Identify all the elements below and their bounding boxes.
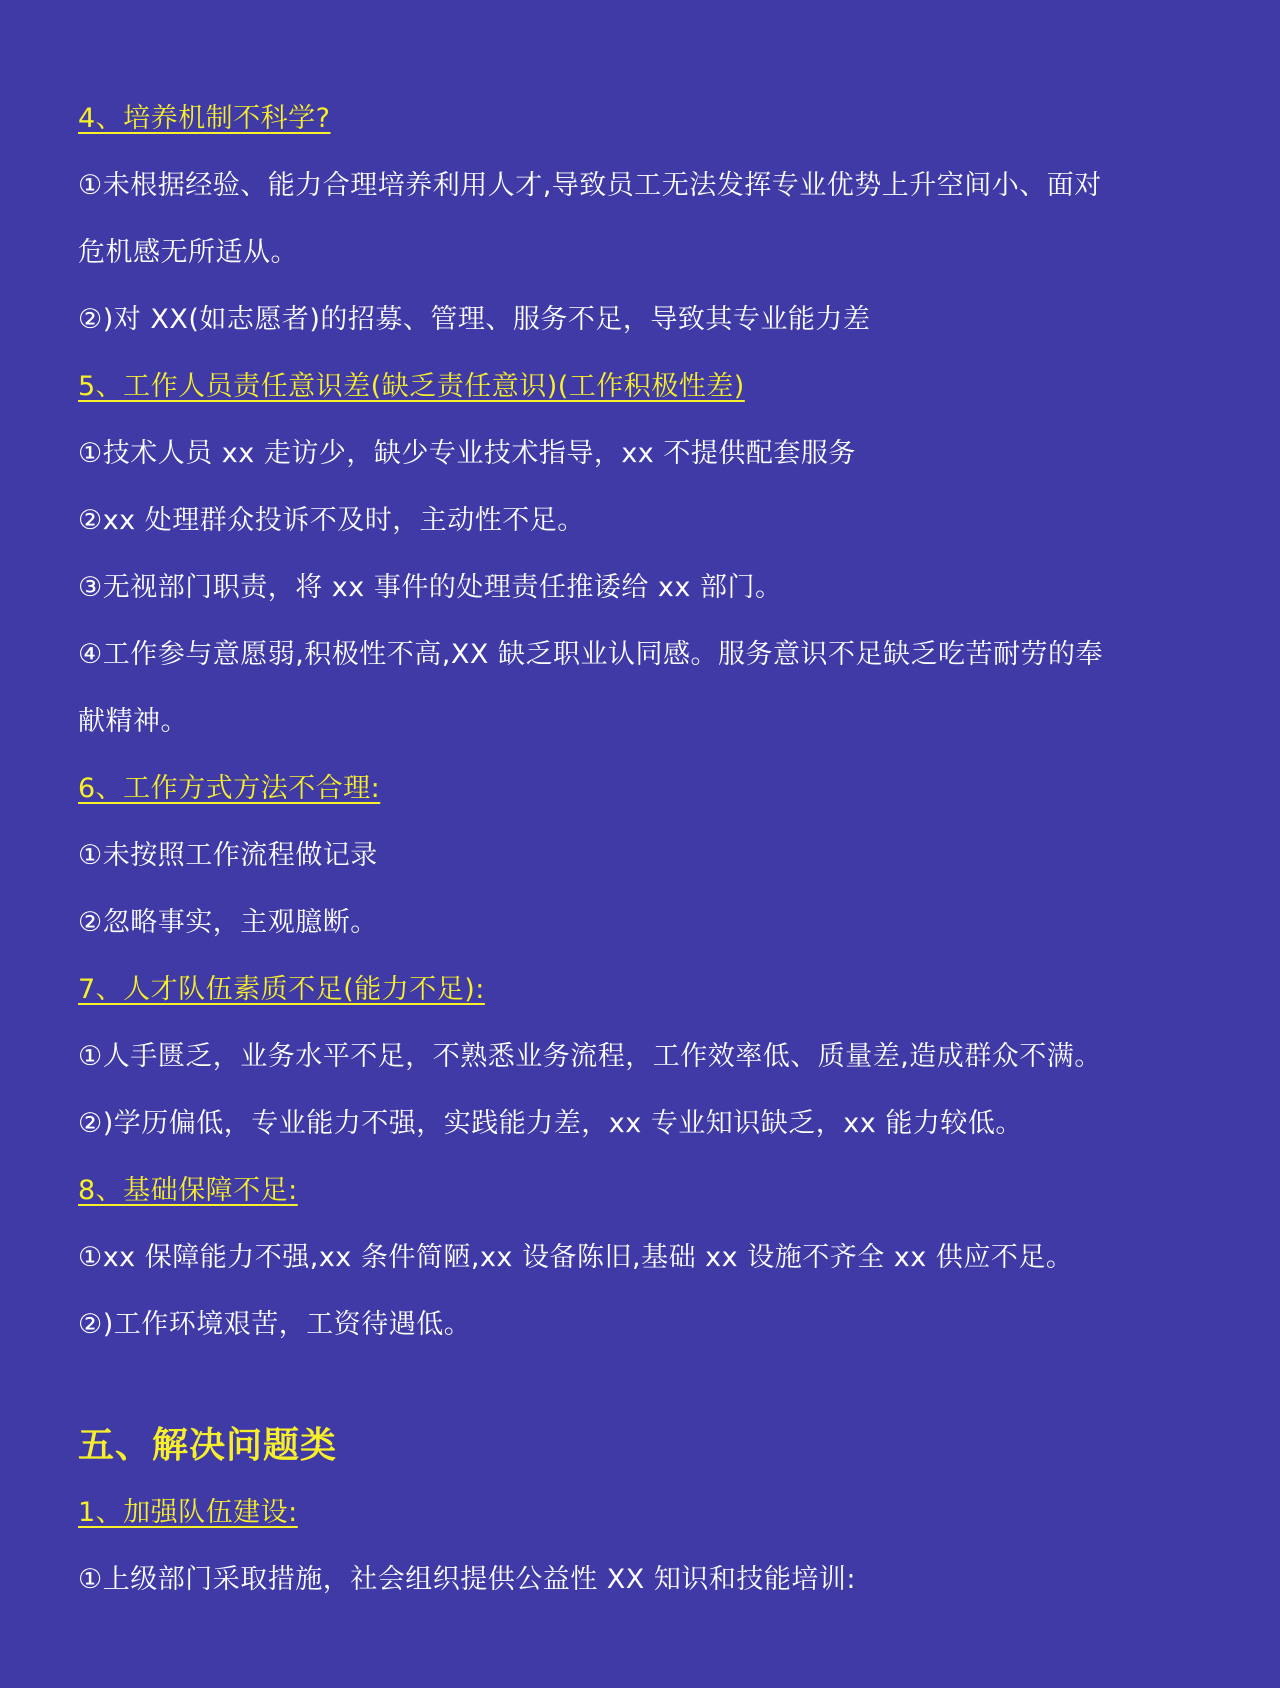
paragraph-line: ②)对 XX(如志愿者)的招募、管理、服务不足，导致其专业能力差: [78, 304, 871, 335]
paragraph-line: ②忽略事实，主观臆断。: [78, 907, 378, 938]
paragraph-line: ④工作参与意愿弱,积极性不高,XX 缺乏职业认同感。服务意识不足缺乏吃苦耐劳的奉: [78, 639, 1103, 670]
heading-team-building: 1、加强队伍建设:: [78, 1497, 298, 1528]
heading-responsibility: 5、工作人员责任意识差(缺乏责任意识)(工作积极性差): [78, 371, 745, 402]
paragraph-line: ②xx 处理群众投诉不及时，主动性不足。: [78, 505, 585, 536]
paragraph-line: ①未根据经验、能力合理培养利用人才,导致员工无法发挥专业优势上升空间小、面对: [78, 170, 1102, 201]
paragraph-line: 危机感无所适从。: [78, 237, 298, 268]
heading-work-methods: 6、工作方式方法不合理:: [78, 773, 381, 804]
heading-basic-guarantee: 8、基础保障不足:: [78, 1175, 298, 1206]
heading-training-mechanism: 4、培养机制不科学?: [78, 103, 331, 134]
paragraph-line: ①技术人员 xx 走访少，缺少专业技术指导，xx 不提供配套服务: [78, 438, 856, 469]
paragraph-line: ③无视部门职责，将 xx 事件的处理责任推诿给 xx 部门。: [78, 572, 783, 603]
paragraph-line: ①上级部门采取措施，社会组织提供公益性 XX 知识和技能培训:: [78, 1564, 856, 1595]
paragraph-line: ②)工作环境艰苦，工资待遇低。: [78, 1309, 472, 1340]
paragraph-line: ①xx 保障能力不强,xx 条件简陋,xx 设备陈旧,基础 xx 设施不齐全 xx 供应不足。: [78, 1242, 1074, 1273]
paragraph-line: ①未按照工作流程做记录: [78, 840, 378, 871]
document-page: [78, 85, 1208, 1613]
section-spacer: [78, 1358, 1208, 1412]
paragraph-line: ①人手匮乏，业务水平不足，不熟悉业务流程，工作效率低、质量差,造成群众不满。: [78, 1041, 1102, 1072]
heading-talent-quality: 7、人才队伍素质不足(能力不足):: [78, 974, 485, 1005]
paragraph-line: ②)学历偏低，专业能力不强，实践能力差，xx 专业知识缺乏，xx 能力较低。: [78, 1108, 1023, 1139]
paragraph-line: 献精神。: [78, 706, 188, 737]
section-title-solutions: 五、解决问题类: [78, 1425, 338, 1466]
